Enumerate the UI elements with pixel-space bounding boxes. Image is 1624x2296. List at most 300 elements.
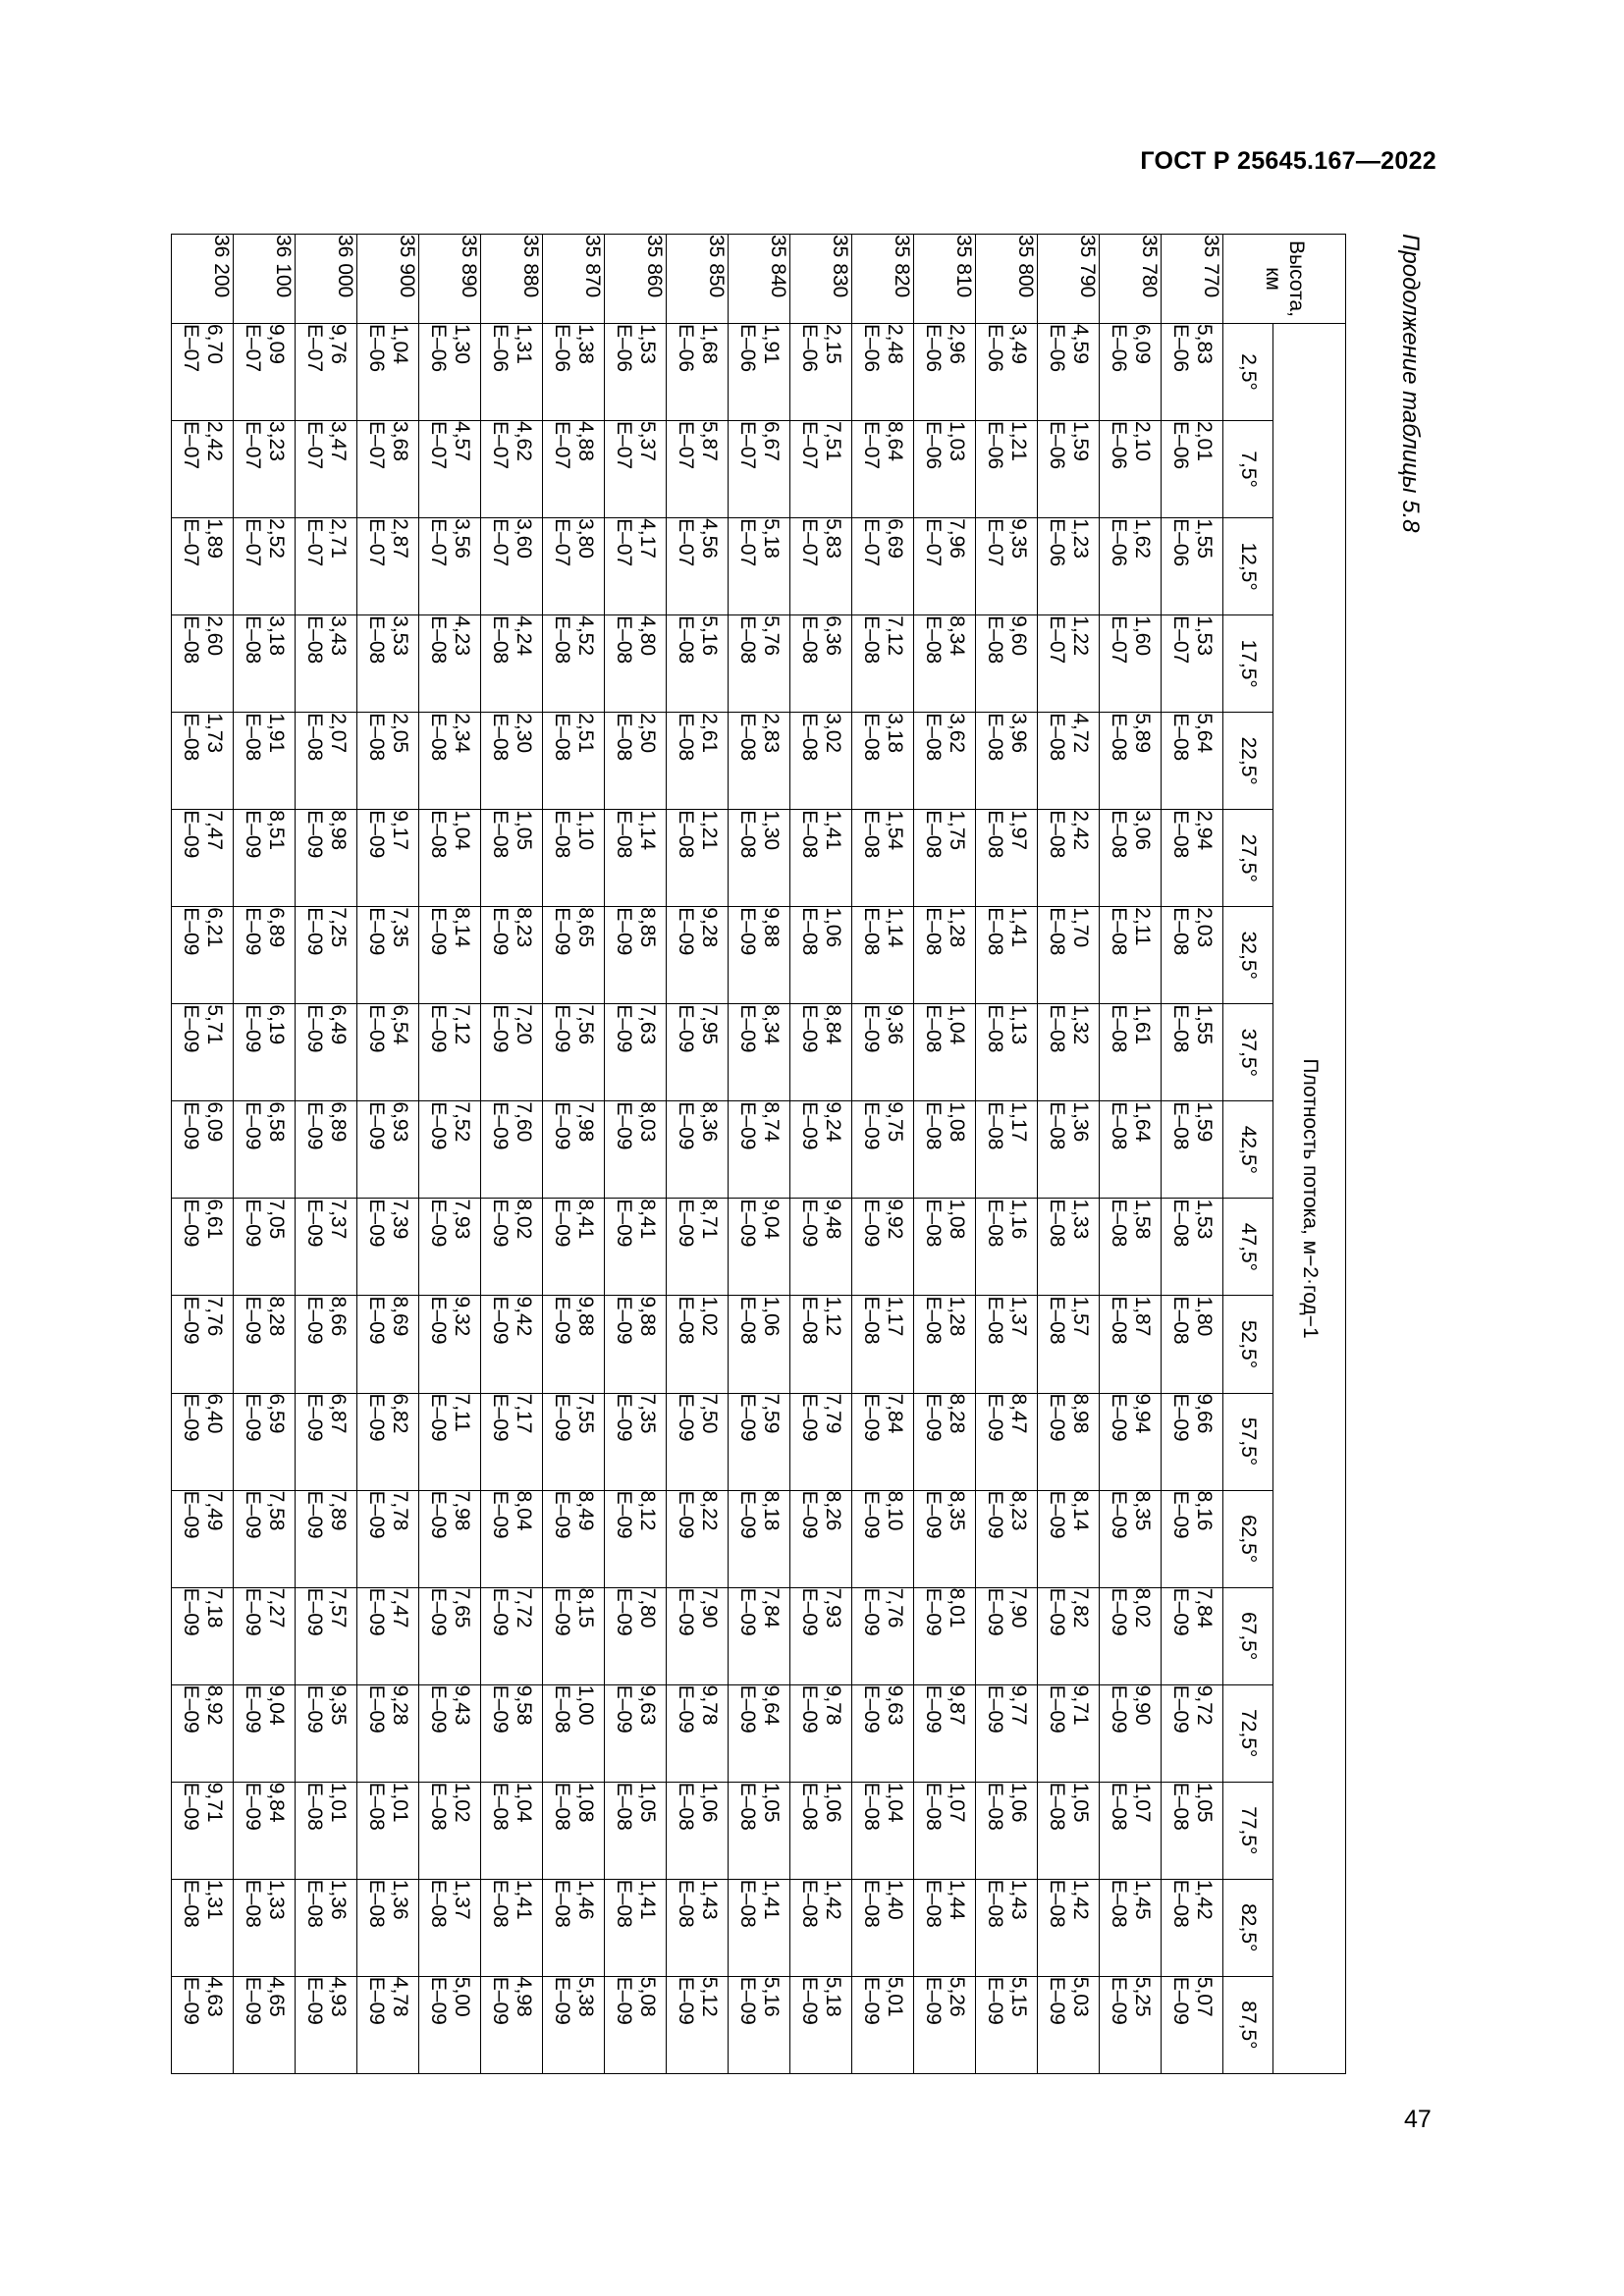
flux-value-cell [172,421,234,518]
value-mantissa: 7,51 [822,421,844,461]
table-row [543,235,605,2074]
value-mantissa: 1,46 [574,1879,597,1920]
value-mantissa: 8,35 [946,1490,968,1531]
flux-value-cell [605,615,667,713]
value-exponent: E–09 [1046,1684,1068,1734]
value-exponent: E–09 [427,1296,450,1345]
value-exponent: E–09 [798,1004,821,1053]
value-mantissa: 7,78 [389,1490,411,1531]
value-exponent: E–09 [736,1199,759,1248]
table-row [296,235,357,2074]
flux-value-cell [296,1004,357,1101]
value-mantissa: 5,76 [760,615,783,657]
flux-value-cell [605,324,667,421]
flux-value-cell [481,1684,543,1782]
value-mantissa: 9,04 [265,1684,288,1726]
value-mantissa: 7,49 [203,1490,226,1531]
flux-value-cell [667,810,729,907]
value-mantissa: 9,64 [760,1684,783,1726]
value-mantissa: 8,74 [760,1101,783,1143]
flux-value-cell [296,1490,357,1587]
flux-value-cell [729,615,790,713]
flux-value-cell [543,1101,605,1199]
flux-value-cell [914,1004,976,1101]
value-exponent: E–09 [798,1490,821,1539]
flux-value-cell [667,1587,729,1684]
value-mantissa: 1,06 [698,1782,721,1823]
value-mantissa: 9,88 [636,1296,659,1337]
flux-value-cell [790,324,852,421]
value-exponent: E–09 [303,1101,326,1150]
value-exponent: E–08 [489,810,512,859]
value-exponent: E–08 [365,1879,388,1928]
flux-value-cell [419,1684,481,1782]
value-mantissa: 2,83 [760,713,783,754]
value-mantissa: 1,04 [884,1782,906,1823]
value-mantissa: 8,85 [636,907,659,948]
flux-value-cell [357,1879,419,1976]
value-exponent: E–08 [613,713,635,762]
value-exponent: E–08 [365,615,388,665]
angle-header: 32,5° [1223,907,1273,1004]
value-exponent: E–09 [1108,1976,1130,2025]
value-exponent: E–09 [242,1199,264,1248]
value-exponent: E–09 [242,1296,264,1345]
table-row [976,235,1038,2074]
flux-value-cell [914,1101,976,1199]
flux-value-cell [914,1782,976,1879]
flux-value-cell [357,1976,419,2073]
value-exponent: E–07 [242,518,264,567]
value-mantissa: 2,05 [389,713,411,754]
value-mantissa: 2,42 [203,421,226,461]
value-mantissa: 7,35 [389,907,411,948]
value-mantissa: 3,18 [884,713,906,754]
flux-value-cell [543,324,605,421]
flux-value-cell [1038,1684,1100,1782]
value-mantissa: 2,96 [946,324,968,364]
value-mantissa: 1,04 [946,1004,968,1045]
value-mantissa: 1,05 [1069,1782,1092,1823]
value-exponent: E–09 [551,1490,573,1539]
value-exponent: E–08 [1108,1199,1130,1248]
flux-value-cell [1162,421,1223,518]
value-exponent: E–09 [303,810,326,859]
value-mantissa: 6,09 [1131,324,1154,364]
table-caption: Продолжение таблицы 5.8 [1397,234,1424,533]
value-mantissa: 8,28 [265,1296,288,1337]
flux-value-cell [357,518,419,615]
value-mantissa: 1,17 [1007,1101,1030,1143]
value-exponent: E–06 [489,324,512,373]
page-number: 47 [1404,2106,1432,2133]
rotated-table-block [118,234,1424,2073]
value-exponent: E–09 [427,1199,450,1248]
flux-value-cell [605,713,667,810]
flux-value-cell [976,1490,1038,1587]
value-exponent: E–06 [1046,324,1068,373]
value-exponent: E–09 [675,1199,697,1248]
value-mantissa: 9,43 [451,1684,473,1726]
flux-value-cell [667,1199,729,1296]
value-mantissa: 7,65 [451,1587,473,1629]
value-mantissa: 3,68 [389,421,411,461]
flux-value-cell [605,1101,667,1199]
value-exponent: E–08 [427,615,450,665]
value-mantissa: 1,73 [203,713,226,754]
angle-header: 57,5° [1223,1393,1273,1490]
value-mantissa: 4,72 [1069,713,1092,754]
value-mantissa: 8,36 [698,1101,721,1143]
flux-value-cell [1038,1101,1100,1199]
value-mantissa: 1,28 [946,1296,968,1337]
flux-value-cell [357,713,419,810]
value-exponent: E–08 [984,1879,1006,1928]
flux-value-cell [790,810,852,907]
flux-value-cell [172,1490,234,1587]
table-row [729,235,790,2074]
flux-value-cell [543,518,605,615]
value-mantissa: 8,01 [946,1587,968,1629]
angle-header: 62,5° [1223,1490,1273,1587]
value-mantissa: 1,06 [822,1782,844,1823]
value-exponent: E–08 [303,713,326,762]
value-mantissa: 8,71 [698,1199,721,1240]
value-exponent: E–09 [736,907,759,956]
flux-value-cell [543,713,605,810]
value-exponent: E–07 [180,324,202,373]
value-mantissa: 2,60 [203,615,226,657]
value-exponent: E–08 [922,1879,945,1928]
value-exponent: E–09 [489,1199,512,1248]
flux-value-cell [605,1879,667,1976]
value-exponent: E–09 [675,1101,697,1150]
flux-value-cell [976,1393,1038,1490]
value-exponent: E–09 [1046,1490,1068,1539]
value-mantissa: 1,28 [946,907,968,948]
value-mantissa: 9,84 [265,1782,288,1823]
value-exponent: E–09 [489,1296,512,1345]
value-mantissa: 1,08 [574,1782,597,1823]
value-exponent: E–08 [1169,1782,1192,1831]
value-exponent: E–08 [984,615,1006,665]
flux-value-cell [852,518,914,615]
value-mantissa: 3,06 [1131,810,1154,851]
flux-value-cell [914,1490,976,1587]
table-row [914,235,976,2074]
value-mantissa: 2,94 [1193,810,1216,851]
value-mantissa: 7,79 [822,1393,844,1434]
flux-value-cell [172,1782,234,1879]
value-mantissa: 1,59 [1069,421,1092,461]
value-mantissa: 8,84 [822,1004,844,1045]
flux-value-cell [976,1101,1038,1199]
flux-value-cell [914,810,976,907]
flux-value-cell [790,421,852,518]
altitude-cell: 36 200 [172,235,234,324]
value-mantissa: 7,57 [327,1587,350,1629]
value-exponent: E–09 [860,1490,883,1539]
value-mantissa: 1,05 [1193,1782,1216,1823]
value-exponent: E–08 [798,1296,821,1345]
value-exponent: E–06 [1046,421,1068,470]
value-mantissa: 7,84 [760,1587,783,1629]
value-mantissa: 1,06 [760,1296,783,1337]
value-mantissa: 4,17 [636,518,659,559]
flux-value-cell [729,1004,790,1101]
flux-value-cell [1162,1587,1223,1684]
value-mantissa: 1,38 [574,324,597,364]
flux-value-cell [1038,1393,1100,1490]
value-mantissa: 9,75 [884,1101,906,1143]
value-mantissa: 7,12 [451,1004,473,1045]
flux-value-cell [357,615,419,713]
flux-value-cell [1038,1296,1100,1393]
flux-value-cell [605,1587,667,1684]
value-mantissa: 1,55 [1193,518,1216,559]
value-exponent: E–08 [860,713,883,762]
value-exponent: E–09 [365,1393,388,1442]
value-mantissa: 4,65 [265,1976,288,2017]
flux-value-cell [852,810,914,907]
value-mantissa: 1,36 [1069,1101,1092,1143]
value-mantissa: 9,28 [389,1684,411,1726]
value-exponent: E–09 [860,1976,883,2025]
value-mantissa: 5,00 [451,1976,473,2017]
value-mantissa: 7,84 [1193,1587,1216,1629]
flux-value-cell [914,324,976,421]
value-exponent: E–06 [427,324,450,373]
flux-value-cell [729,1393,790,1490]
value-mantissa: 1,53 [1193,615,1216,657]
flux-value-cell [357,810,419,907]
flux-value-cell [296,1199,357,1296]
value-exponent: E–09 [303,1199,326,1248]
value-mantissa: 1,33 [265,1879,288,1920]
value-exponent: E–09 [613,1976,635,2025]
value-exponent: E–08 [489,1782,512,1831]
value-exponent: E–08 [798,810,821,859]
flux-value-cell [296,810,357,907]
value-mantissa: 1,91 [265,713,288,754]
table-row [172,235,234,2074]
value-exponent: E–09 [1046,1393,1068,1442]
flux-value-cell [976,1004,1038,1101]
value-mantissa: 1,21 [1007,421,1030,461]
value-mantissa: 6,87 [327,1393,350,1434]
flux-value-cell [172,1296,234,1393]
flux-value-cell [296,907,357,1004]
flux-value-cell [976,907,1038,1004]
value-exponent: E–09 [489,1004,512,1053]
value-mantissa: 1,97 [1007,810,1030,851]
value-exponent: E–07 [736,421,759,470]
value-exponent: E–09 [242,1004,264,1053]
value-exponent: E–08 [984,907,1006,956]
flux-value-cell [1162,615,1223,713]
value-exponent: E–08 [427,810,450,859]
flux-value-cell [419,1587,481,1684]
value-mantissa: 1,31 [513,324,535,364]
value-mantissa: 8,98 [327,810,350,851]
flux-value-cell [543,907,605,1004]
value-exponent: E–07 [242,324,264,373]
altitude-cell: 35 870 [543,235,605,324]
flux-value-cell [1100,1296,1162,1393]
value-exponent: E–09 [1169,1976,1192,2025]
value-mantissa: 2,11 [1131,907,1154,946]
value-exponent: E–09 [180,810,202,859]
value-exponent: E–09 [365,810,388,859]
table-row [790,235,852,2074]
value-mantissa: 1,14 [884,907,906,948]
flux-value-cell [667,1782,729,1879]
flux-value-cell [605,1976,667,2073]
value-mantissa: 8,41 [574,1199,597,1240]
value-exponent: E–08 [798,615,821,665]
value-exponent: E–09 [427,1976,450,2025]
value-exponent: E–07 [798,518,821,567]
value-mantissa: 6,89 [327,1101,350,1143]
flux-value-cell [357,324,419,421]
value-exponent: E–09 [489,907,512,956]
flux-value-cell [481,324,543,421]
value-mantissa: 7,52 [451,1101,473,1143]
value-mantissa: 8,51 [265,810,288,851]
value-mantissa: 7,89 [327,1490,350,1531]
flux-value-cell [1038,1782,1100,1879]
angle-header: 37,5° [1223,1004,1273,1101]
flux-value-cell [1100,1782,1162,1879]
flux-value-cell [1162,1684,1223,1782]
value-exponent: E–06 [1169,324,1192,373]
document-code: ГОСТ Р 25645.167—2022 [1140,147,1436,175]
flux-value-cell [667,1004,729,1101]
flux-value-cell [667,1296,729,1393]
flux-value-cell [234,518,296,615]
flux-value-cell [234,1684,296,1782]
value-exponent: E–06 [984,421,1006,470]
value-exponent: E–08 [798,713,821,762]
value-mantissa: 2,10 [1131,421,1154,461]
value-exponent: E–07 [1108,615,1130,665]
angle-header: 52,5° [1223,1296,1273,1393]
value-exponent: E–09 [675,1004,697,1053]
value-exponent: E–08 [551,1782,573,1831]
flux-value-cell [543,1004,605,1101]
value-exponent: E–07 [984,518,1006,567]
value-mantissa: 7,27 [265,1587,288,1629]
value-mantissa: 9,66 [1193,1393,1216,1434]
value-mantissa: 9,92 [884,1199,906,1240]
altitude-cell: 35 840 [729,235,790,324]
value-mantissa: 7,12 [884,615,906,657]
flux-value-cell [419,1393,481,1490]
flux-value-cell [852,1782,914,1879]
value-mantissa: 6,67 [760,421,783,461]
flux-value-cell [1100,518,1162,615]
angle-header: 87,5° [1223,1976,1273,2073]
value-exponent: E–08 [984,810,1006,859]
value-mantissa: 5,87 [698,421,721,461]
flux-value-cell [729,713,790,810]
value-exponent: E–09 [922,1976,945,2025]
flux-value-cell [790,1004,852,1101]
value-mantissa: 8,35 [1131,1490,1154,1531]
value-mantissa: 8,02 [513,1199,535,1240]
flux-value-cell [914,1976,976,2073]
value-mantissa: 2,52 [265,518,288,559]
value-mantissa: 1,33 [1069,1199,1092,1240]
value-mantissa: 1,80 [1193,1296,1216,1337]
flux-value-cell [172,810,234,907]
table-row [667,235,729,2074]
value-exponent: E–09 [860,1684,883,1734]
value-mantissa: 3,62 [946,713,968,754]
flux-value-cell [234,324,296,421]
value-mantissa: 1,17 [884,1296,906,1337]
value-exponent: E–08 [1169,907,1192,956]
value-mantissa: 4,24 [513,615,535,657]
flux-value-cell [852,421,914,518]
value-exponent: E–06 [860,324,883,373]
value-exponent: E–09 [365,1296,388,1345]
value-exponent: E–09 [303,907,326,956]
flux-value-cell [419,810,481,907]
flux-value-cell [605,1004,667,1101]
flux-value-cell [296,1587,357,1684]
value-exponent: E–09 [1169,1490,1192,1539]
flux-value-cell [790,1587,852,1684]
value-exponent: E–09 [180,1296,202,1345]
value-exponent: E–09 [489,1976,512,2025]
value-exponent: E–06 [1169,518,1192,567]
value-mantissa: 7,90 [698,1587,721,1629]
value-mantissa: 6,69 [884,518,906,559]
flux-value-cell [667,1879,729,1976]
flux-value-cell [481,810,543,907]
value-exponent: E–09 [922,1393,945,1442]
value-exponent: E–08 [1108,1101,1130,1150]
flux-value-cell [357,1490,419,1587]
value-exponent: E–09 [365,1684,388,1734]
flux-value-cell [543,421,605,518]
flux-value-cell [1100,1004,1162,1101]
flux-value-cell [481,1782,543,1879]
flux-value-cell [419,1199,481,1296]
value-exponent: E–08 [675,1879,697,1928]
value-exponent: E–09 [613,1004,635,1053]
value-exponent: E–09 [675,1587,697,1636]
value-exponent: E–08 [675,1782,697,1831]
flux-value-cell [296,1976,357,2073]
flux-value-cell [172,1101,234,1199]
flux-value-cell [729,810,790,907]
value-mantissa: 7,55 [574,1393,597,1434]
value-mantissa: 1,40 [884,1879,906,1920]
value-mantissa: 3,56 [451,518,473,559]
angle-header: 7,5° [1223,421,1273,518]
altitude-cell: 35 850 [667,235,729,324]
value-mantissa: 9,42 [513,1296,535,1337]
flux-value-cell [481,1587,543,1684]
value-exponent: E–09 [736,1004,759,1053]
value-exponent: E–09 [489,1393,512,1442]
value-exponent: E–08 [242,713,264,762]
table-row [1162,235,1223,2074]
value-exponent: E–08 [303,1782,326,1831]
flux-value-cell [1038,518,1100,615]
